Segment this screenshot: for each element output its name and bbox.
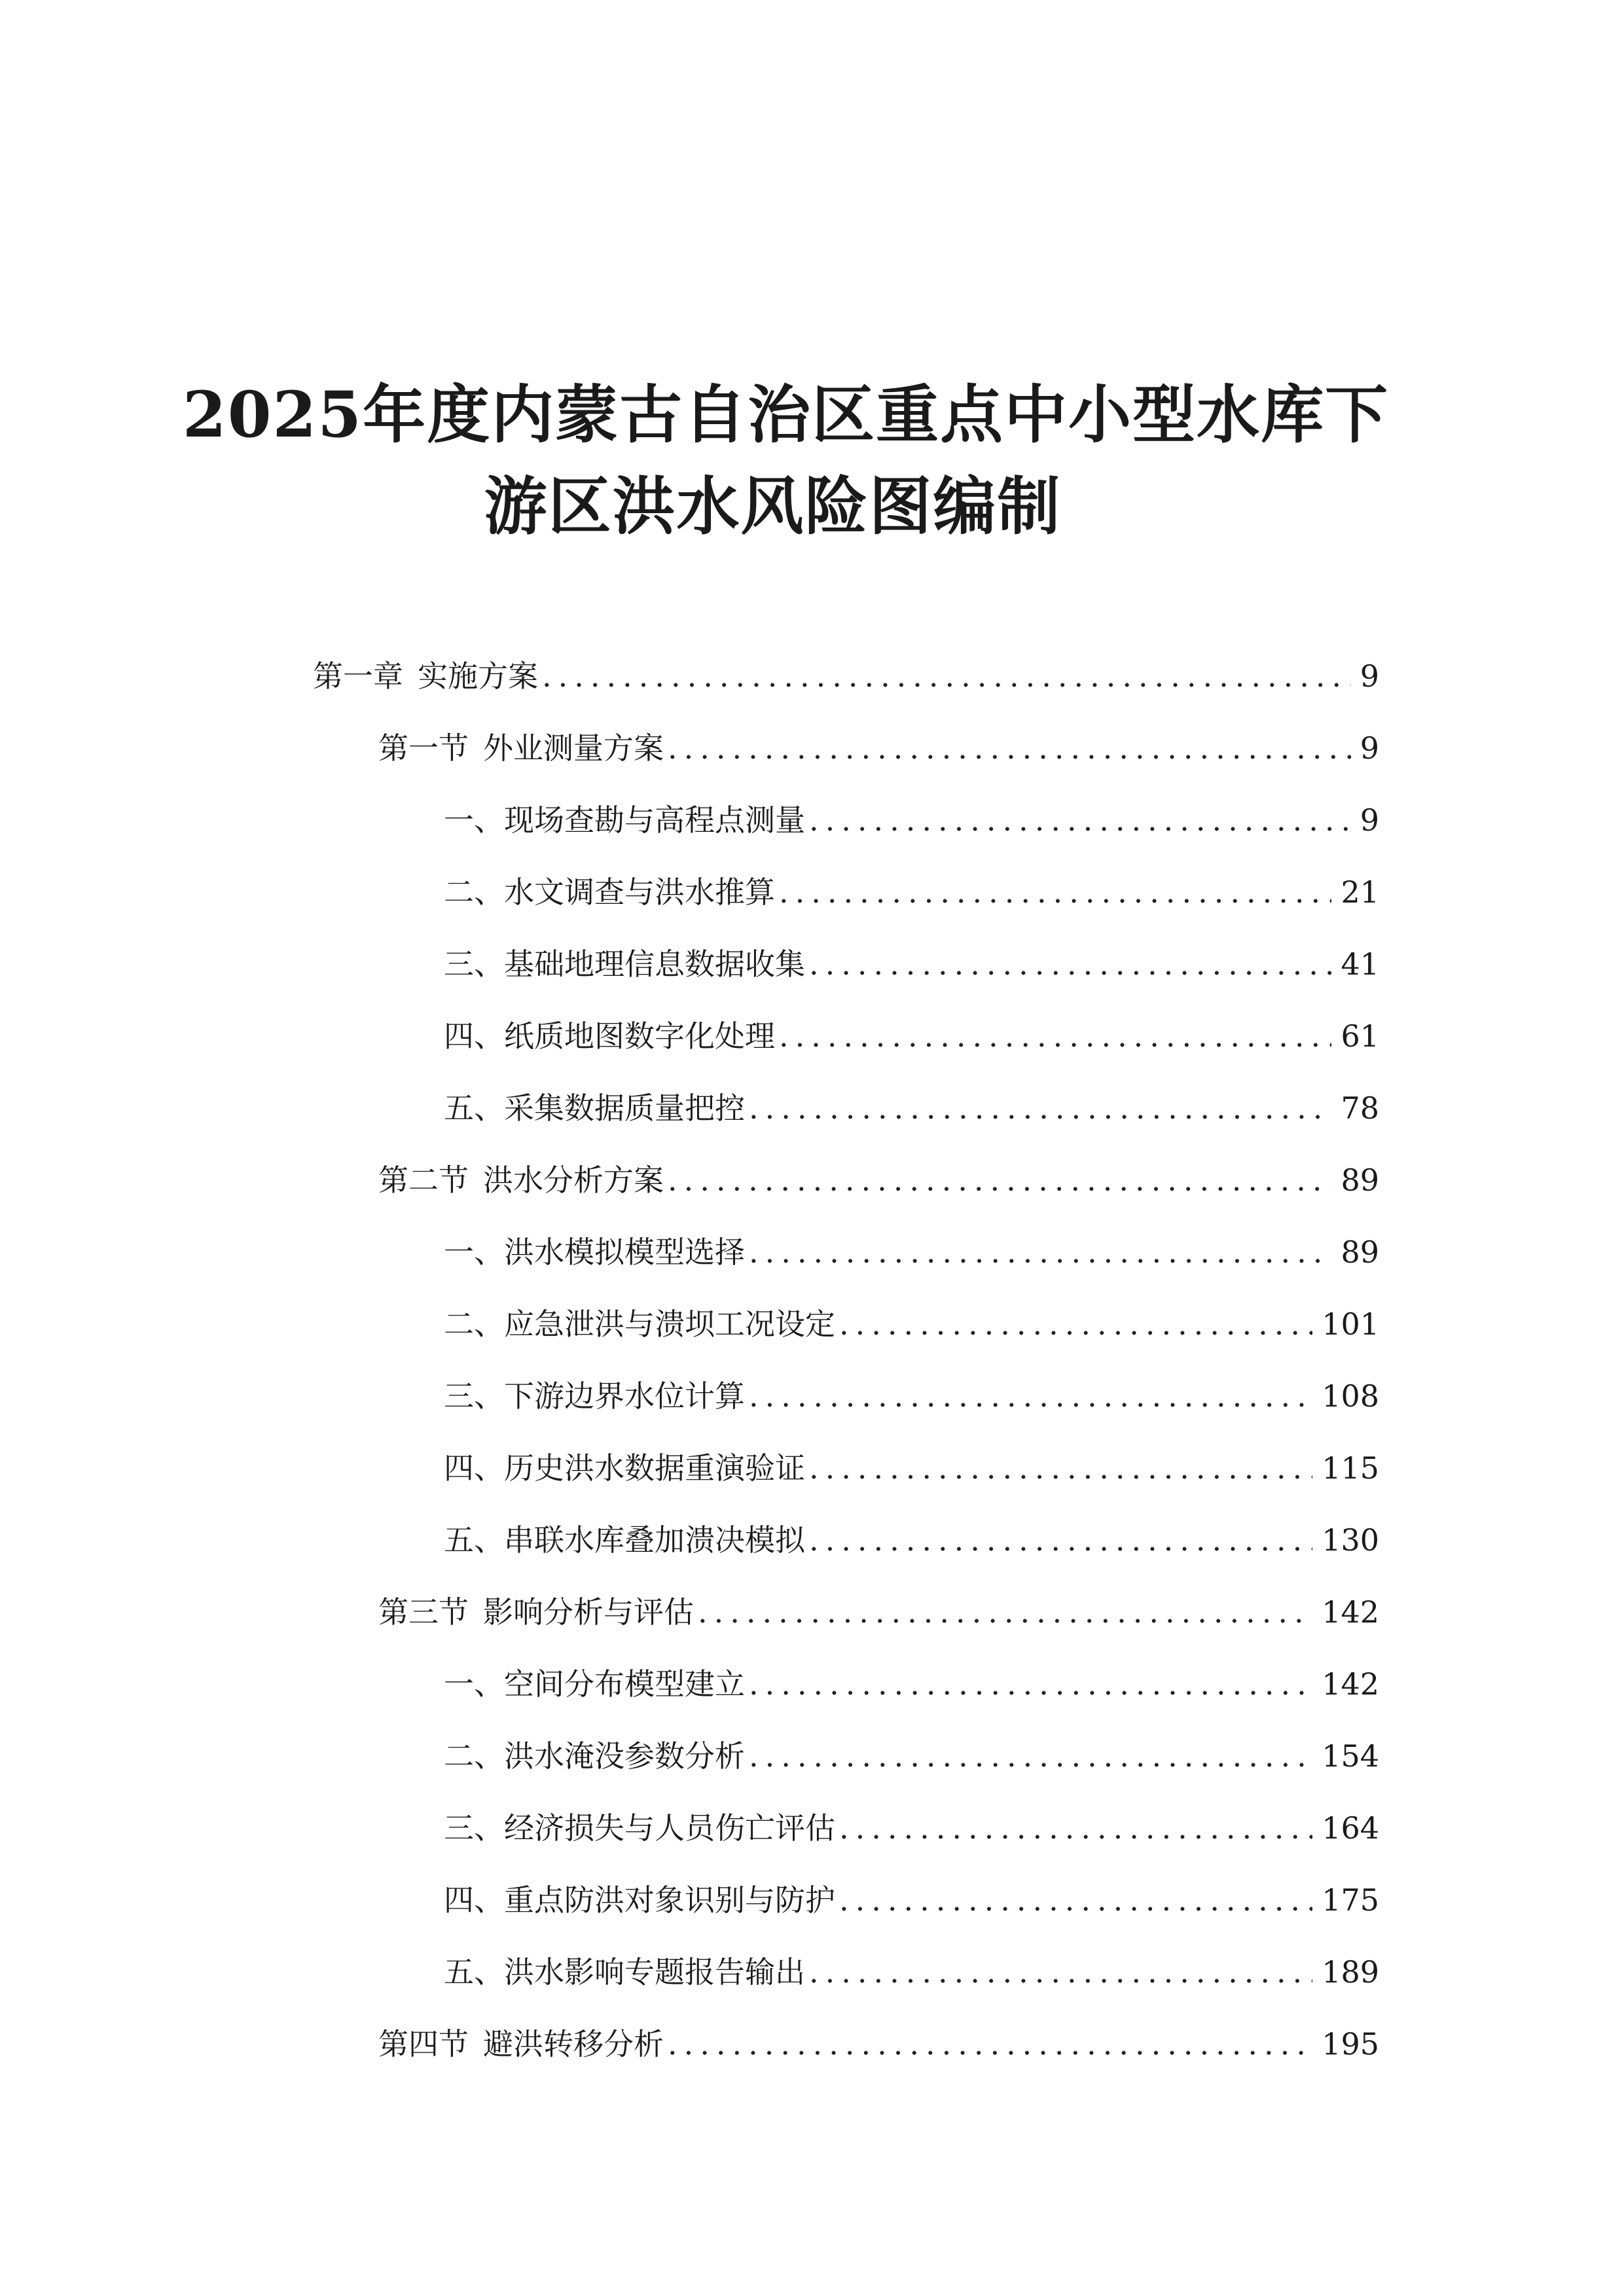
toc-page-number: 189: [1322, 1954, 1379, 1990]
toc-page-number: 101: [1322, 1306, 1379, 1342]
toc-entry-number: 四、: [444, 1882, 504, 1918]
toc-entry[interactable]: [0, 640, 1624, 712]
toc-page-number: 9: [1360, 802, 1379, 838]
toc-entry-title: 经济损失与人员伤亡评估: [504, 1810, 835, 1846]
toc-entry[interactable]: [0, 784, 1624, 856]
toc-entry-number: 第二节: [378, 1162, 469, 1198]
toc-entry-number: 一、: [444, 1666, 504, 1702]
toc-entry[interactable]: [0, 1864, 1624, 1936]
toc-page-number: 21: [1341, 874, 1379, 910]
toc-entry-title: 避洪转移分析: [483, 2026, 664, 2062]
toc-entry-title: 纸质地图数字化处理: [504, 1018, 775, 1054]
title-line-2: 游区洪水风险图编制: [484, 469, 1062, 544]
toc-dot-leader: [779, 1015, 1331, 1057]
toc-entry-title: 现场查勘与高程点测量: [504, 802, 805, 838]
toc-entry-number: 二、: [444, 1306, 504, 1342]
toc-entry-number: 一、: [444, 802, 504, 838]
toc-dot-leader: [809, 1519, 1312, 1561]
toc-entry-number: 五、: [444, 1522, 504, 1558]
toc-entry-title: 重点防洪对象识别与防护: [504, 1882, 835, 1918]
toc-dot-leader: [668, 2023, 1312, 2065]
toc-entry-title: 应急泄洪与溃坝工况设定: [504, 1306, 835, 1342]
toc-page-number: 89: [1341, 1234, 1379, 1270]
toc-entry-number: 第一章: [313, 658, 403, 694]
toc-entry-number: 四、: [444, 1018, 504, 1054]
toc-entry-title: 串联水库叠加溃决模拟: [504, 1522, 805, 1558]
toc-entry-number: 一、: [444, 1234, 504, 1270]
toc-dot-leader: [749, 1231, 1331, 1273]
toc-entry-title: 实施方案: [418, 658, 538, 694]
toc-page-number: 154: [1322, 1738, 1379, 1774]
title-line-1: 2025年度内蒙古自治区重点中小型水库下: [182, 378, 1390, 452]
toc-dot-leader: [668, 1159, 1331, 1201]
toc-entry-title: 采集数据质量把控: [504, 1090, 745, 1126]
toc-dot-leader: [749, 1087, 1331, 1129]
toc-entry-title: 水文调查与洪水推算: [504, 874, 775, 910]
toc-dot-leader: [749, 1375, 1312, 1417]
toc-entry[interactable]: [0, 1432, 1624, 1504]
toc-entry[interactable]: [0, 1288, 1624, 1360]
toc-page-number: 108: [1322, 1378, 1379, 1414]
toc-page-number: 130: [1322, 1522, 1379, 1558]
toc-page-number: 41: [1341, 946, 1379, 982]
toc-page-number: 142: [1322, 1594, 1379, 1630]
toc-entry-number: 五、: [444, 1090, 504, 1126]
toc-entry-title: 空间分布模型建立: [504, 1666, 745, 1702]
toc-entry-title: 外业测量方案: [483, 730, 664, 766]
toc-entry-number: 三、: [444, 1810, 504, 1846]
toc-dot-leader: [809, 1447, 1312, 1489]
toc-page-number: 115: [1322, 1450, 1379, 1486]
toc-entry-number: 第四节: [378, 2026, 469, 2062]
toc-entry-title: 洪水分析方案: [483, 1162, 664, 1198]
toc-entry[interactable]: [0, 1144, 1624, 1216]
toc-entry-number: 三、: [444, 946, 504, 982]
toc-entry-title: 历史洪水数据重演验证: [504, 1450, 805, 1486]
toc-dot-leader: [542, 655, 1351, 697]
toc-dot-leader: [749, 1735, 1312, 1777]
toc-page-number: 164: [1322, 1810, 1379, 1846]
toc-page-number: 78: [1341, 1090, 1379, 1126]
toc-entry-number: 四、: [444, 1450, 504, 1486]
toc-entry[interactable]: [0, 1072, 1624, 1144]
toc-page-number: 142: [1322, 1666, 1379, 1702]
table-of-contents: [0, 640, 1624, 2080]
toc-entry-number: 第三节: [378, 1594, 469, 1630]
toc-dot-leader: [839, 1879, 1312, 1921]
toc-dot-leader: [749, 1663, 1312, 1705]
toc-entry-title: 影响分析与评估: [483, 1594, 694, 1630]
toc-entry[interactable]: [0, 1216, 1624, 1288]
toc-entry-number: 二、: [444, 874, 504, 910]
toc-entry-title: 洪水影响专题报告输出: [504, 1954, 805, 1990]
toc-entry[interactable]: [0, 1648, 1624, 1720]
toc-page-number: 9: [1360, 730, 1379, 766]
toc-dot-leader: [698, 1591, 1312, 1633]
toc-entry[interactable]: [0, 856, 1624, 928]
toc-entry[interactable]: [0, 928, 1624, 1000]
toc-entry-title: 基础地理信息数据收集: [504, 946, 805, 982]
toc-dot-leader: [668, 727, 1351, 769]
toc-entry-title: 下游边界水位计算: [504, 1378, 745, 1414]
toc-page-number: 61: [1341, 1018, 1379, 1054]
toc-entry[interactable]: [0, 1504, 1624, 1576]
toc-page-number: 89: [1341, 1162, 1379, 1198]
toc-dot-leader: [839, 1303, 1312, 1345]
toc-entry-title: 洪水模拟模型选择: [504, 1234, 745, 1270]
toc-entry-number: 五、: [444, 1954, 504, 1990]
toc-entry-number: 三、: [444, 1378, 504, 1414]
toc-entry[interactable]: [0, 2008, 1624, 2080]
toc-entry[interactable]: [0, 1000, 1624, 1072]
toc-entry[interactable]: [0, 1720, 1624, 1792]
document-title: [0, 369, 1624, 552]
toc-dot-leader: [839, 1807, 1312, 1849]
toc-entry[interactable]: [0, 1792, 1624, 1864]
toc-dot-leader: [809, 799, 1351, 841]
toc-dot-leader: [779, 871, 1331, 913]
toc-entry[interactable]: [0, 1576, 1624, 1648]
toc-page-number: 9: [1360, 658, 1379, 694]
toc-entry-number: 第一节: [378, 730, 469, 766]
toc-dot-leader: [809, 1951, 1312, 1993]
toc-dot-leader: [809, 943, 1331, 985]
toc-entry-title: 洪水淹没参数分析: [504, 1738, 745, 1774]
toc-entry[interactable]: [0, 1360, 1624, 1432]
toc-page-number: 175: [1322, 1882, 1379, 1918]
toc-entry[interactable]: [0, 1936, 1624, 2008]
toc-entry[interactable]: [0, 712, 1624, 784]
toc-page-number: 195: [1322, 2026, 1379, 2062]
toc-entry-number: 二、: [444, 1738, 504, 1774]
